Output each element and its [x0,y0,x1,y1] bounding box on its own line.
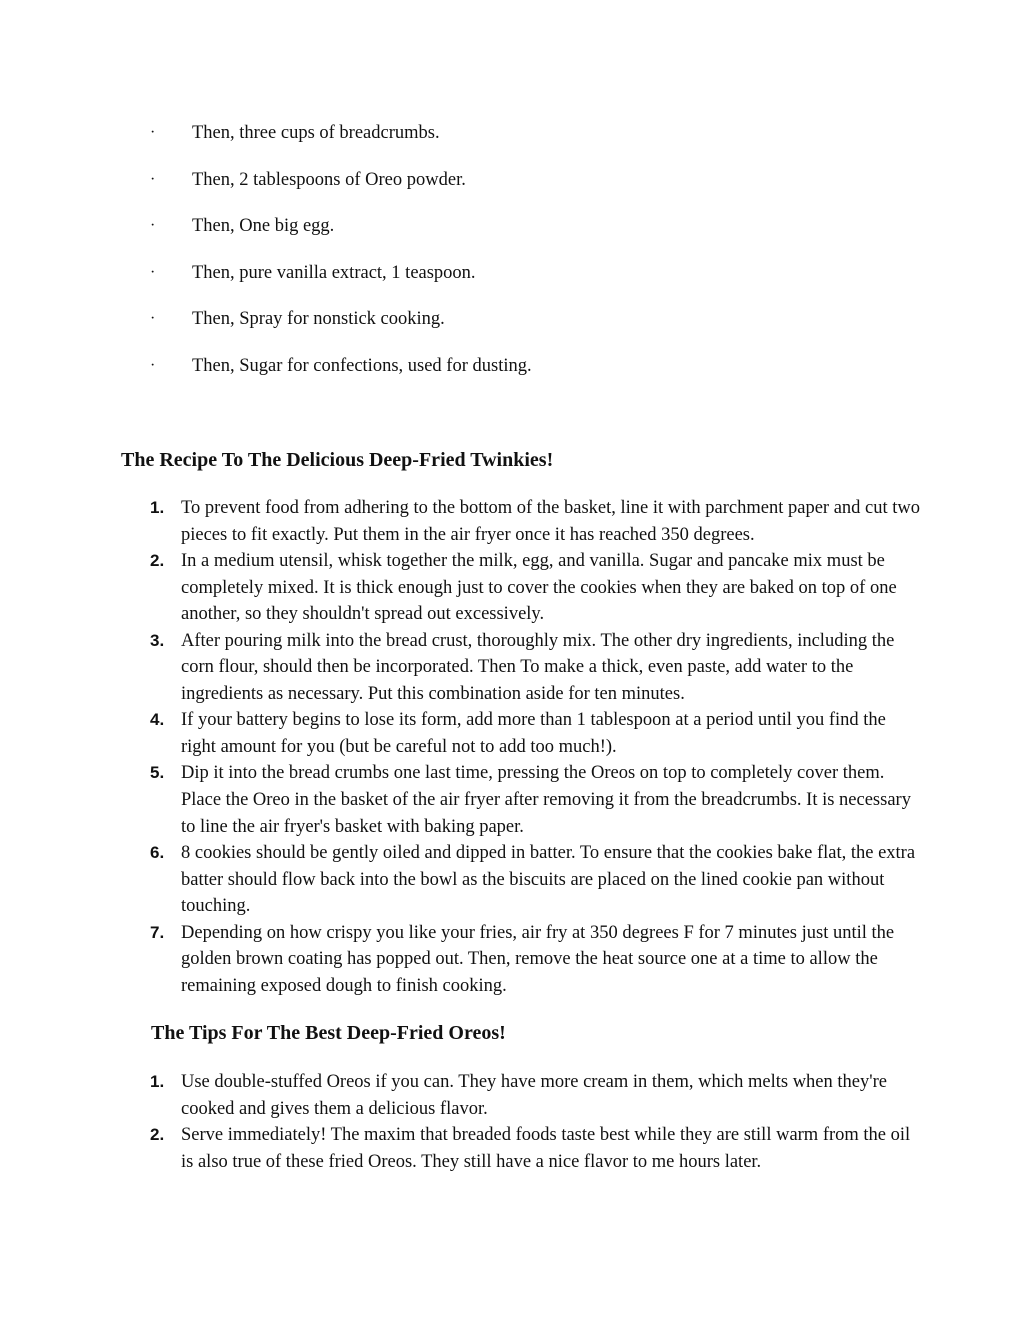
step-text: After pouring milk into the bread crust, thoroughly mix. The other dry ingredients, including the corn flour, should then be incorporated. Then To make a thick, even paste, add water to the ingredients as necessary. Put this combination aside for ten minutes. [181,630,895,704]
list-item [150,840,920,920]
list-item [150,120,910,167]
step-text: Dip it into the bread crumbs one last time, pressing the Oreos on top to completely cover them. Place the Oreo in the basket of the air fryer after removing it from the breadcrumbs. It is necessary to line the air fryer's basket with baking paper. [181,763,911,837]
list-item [150,1122,920,1175]
step-number: 5. [150,763,165,783]
ingredient-text: Then, Spray for nonstick cooking. [192,309,445,330]
bullet-icon: · [150,263,156,281]
bullet-icon: · [150,124,156,141]
list-item [150,306,910,353]
list-item [150,707,920,760]
tip-text: Use double-stuffed Oreos if you can. They have more cream in them, which melts when they're cooked and gives them a delicious flavor. [181,1072,887,1119]
ingredient-text: Then, Sugar for confections, used for dusting. [192,355,532,376]
list-item [150,760,920,840]
ingredient-text: Then, One big egg. [192,216,335,237]
tips-heading: The Tips For The Best Deep-Fried Oreos! [151,1022,506,1044]
step-number: 1. [150,498,165,517]
list-item [150,1069,920,1122]
ingredient-text: Then, pure vanilla extract, 1 teaspoon. [192,262,476,283]
bullet-icon: · [150,310,156,328]
step-text: If your battery begins to lose its form, add more than 1 tablespoon at a period until you find the right amount for you (but be careful not to add too much!). [181,710,886,757]
step-number: 4. [150,710,165,730]
list-item [150,213,910,260]
list-item [150,353,910,400]
step-text: 8 cookies should be gently oiled and dipped in batter. To ensure that the cookies bake flat, the extra batter should flow back into the bowl as the biscuits are placed on the lined cookie pan without touching. [181,843,916,917]
step-number: 6. [150,843,165,863]
list-item [150,167,910,214]
step-text: To prevent food from adhering to the bottom of the basket, line it with parchment paper and cut two pieces to fit exactly. Put them in the air fryer once it has reached 350 degrees. [181,498,921,545]
tip-number: 2. [150,1125,165,1145]
bullet-icon: · [150,217,156,235]
ingredient-text: Then, three cups of breadcrumbs. [192,123,440,143]
ingredient-text: Then, 2 tablespoons of Oreo powder. [192,169,466,190]
step-text: In a medium utensil, whisk together the milk, egg, and vanilla. Sugar and pancake mix must be completely mixed. It is thick enough just to cover the cookies when they are baked on top of one another, so they shouldn't spread out excessively. [181,551,897,625]
list-item [150,495,920,548]
list-item [150,920,920,1000]
step-number: 2. [150,551,165,571]
step-text: Depending on how crispy you like your fries, air fry at 350 degrees F for 7 minutes just until the golden brown coating has popped out. Then, remove the heat source one at a time to allow the remaining exposed dough to finish cooking. [181,922,895,996]
recipe-steps-list [150,495,920,999]
list-item [150,548,920,628]
ingredient-list [150,120,910,400]
step-number: 3. [150,630,165,650]
tip-text: Serve immediately! The maxim that breaded foods taste best while they are still warm from the oil is also true of these fried Oreos. They still have a nice flavor to me hours later. [181,1125,911,1172]
tips-list [150,1069,920,1175]
bullet-icon: · [150,170,156,188]
list-item [150,628,920,708]
recipe-heading: The Recipe To The Delicious Deep-Fried Twinkies! [121,449,554,471]
list-item [150,260,910,307]
step-number: 7. [150,922,165,942]
bullet-icon: · [150,356,156,374]
tip-number: 1. [150,1072,165,1091]
